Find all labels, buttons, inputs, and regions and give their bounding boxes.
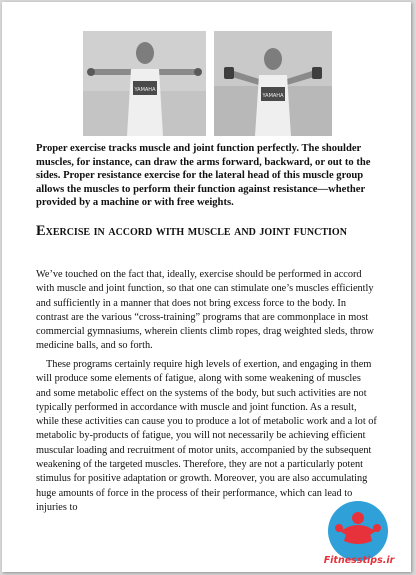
photo-lateral-raise-machine	[214, 31, 332, 136]
flexing-figure-icon	[328, 501, 388, 561]
photo-caption: Proper exercise tracks muscle and joint function perfectly. The shoulder muscles, for instance, can draw the arms forward, backward, or out to the sides. Proper resistance exercise for the lateral head of this muscle group allows the muscles to perform their function against resistance—whether provided by a machine or with free weights.	[36, 143, 371, 209]
shirt-logo-text: YAMAHA	[262, 93, 284, 99]
body-paragraph: These programs certainly require high levels of exertion, and engaging in them will produce some elements of fatigue, along with some weakening of muscles and some metabolic effect on the systems of the body, but such activities are not typically performed in accordance with muscle and joint function. As a result, while these activities can cause you to produce a lot of metabolic work and a lot of metabolic by-products of fatigue, you will not necessarily be achieving efficient muscular loading and recruitment of motor units, accompanied by the subsequent weakening of the targeted muscles. Therefore, they are not a particularly potent stimulus for positive adaptation or growth. Moreover, you are also accumulating huge amounts of force in the process of their performance, which can lead to injuries to	[36, 359, 377, 513]
section-heading: Exercise in accord with muscle and joint function	[36, 223, 347, 239]
book-page	[2, 2, 411, 572]
watermark-text: Fitnesstips.ir	[323, 555, 395, 566]
shirt-logo-text: YAMAHA	[134, 87, 156, 93]
photo-figure-right	[214, 31, 332, 136]
watermark-circle	[328, 501, 388, 561]
body-paragraph: We’ve touched on the fact that, ideally, exercise should be performed in accord with muscle and joint function, so that one can stimulate one’s muscles efficiently and sufficiently in a manner that does not bring excess force to the body. In contrast are the various “cross-training” programs that are commonplace in most commercial gymnasiums, wherein clients climb ropes, drag weighted sleds, throw medicine balls, and so forth.	[36, 269, 374, 352]
watermark-logo	[320, 501, 398, 573]
photo-lateral-raise-dumbbells	[83, 31, 206, 136]
photo-figure-left	[83, 31, 206, 136]
